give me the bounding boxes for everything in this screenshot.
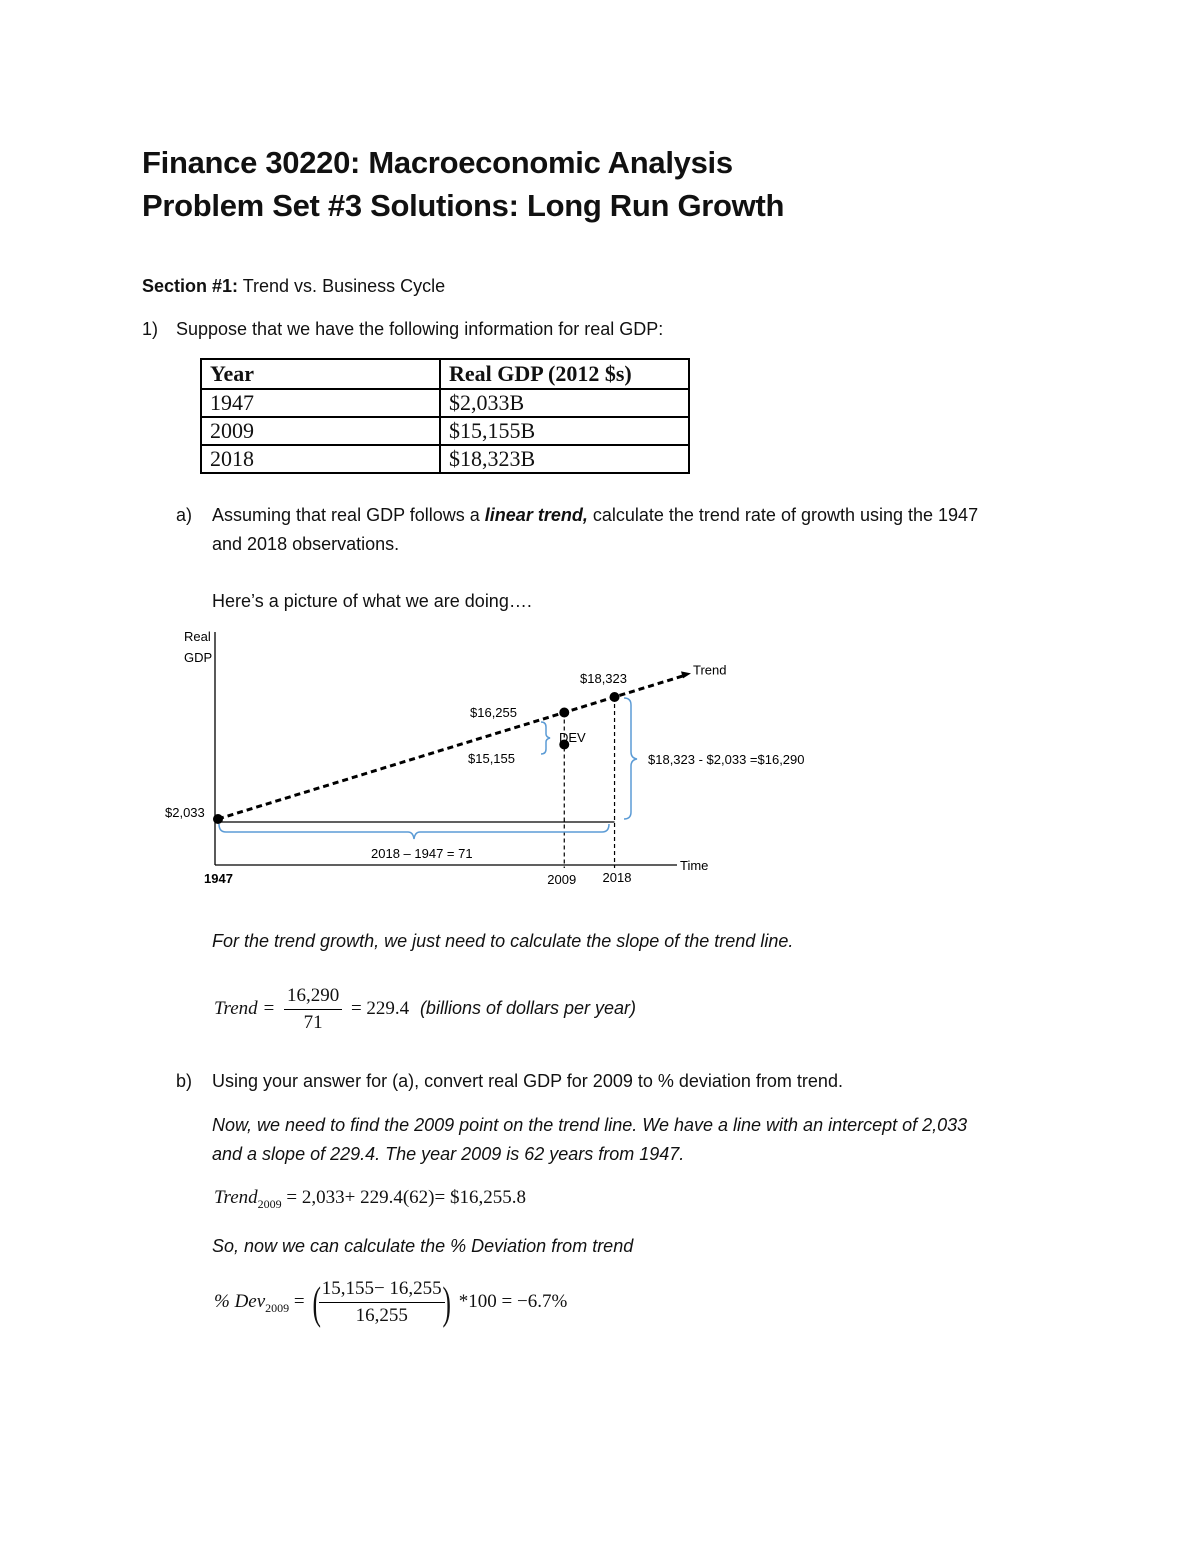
part-b-label: b)	[176, 1071, 193, 1091]
section-label: Section #1:	[142, 276, 239, 296]
y-axis-label-line1: Real	[184, 629, 211, 644]
x-tick-1947: 1947	[204, 871, 233, 886]
point-label-18323: $18,323	[580, 671, 627, 686]
page-title: Finance 30220: Macroeconomic Analysis	[142, 145, 733, 180]
run-brace	[219, 824, 609, 839]
run-label: 2018 – 1947 = 71	[371, 846, 473, 861]
dev-fraction	[319, 1278, 445, 1327]
question-number: 1)	[142, 319, 159, 339]
point-2018	[610, 692, 620, 702]
right-paren: )	[442, 1276, 451, 1328]
dev-lhs: % Dev	[214, 1290, 266, 1312]
part-a-label: a)	[176, 505, 193, 525]
dev-eq-sign: =	[293, 1290, 305, 1312]
left-paren: (	[312, 1276, 322, 1328]
trend-eq-lhs: Trend =	[214, 997, 276, 1019]
x-tick-2018: 2018	[602, 870, 632, 885]
trend-eq-numerator: 16,290	[284, 985, 342, 1010]
trend-eq-fraction	[284, 985, 342, 1034]
table-cell-year: 1947	[201, 389, 440, 417]
table-header-gdp: Real GDP (2012 $s)	[440, 359, 689, 389]
dev-brace	[541, 722, 550, 754]
part-a-text-before: Assuming that real GDP follows a	[212, 505, 485, 525]
table-cell-gdp: $2,033B	[440, 389, 689, 417]
table-header-year: Year	[201, 359, 440, 389]
trend-2009-rhs: = 2,033+ 229.4(62)= $16,255.8	[286, 1187, 526, 1208]
dev-denominator: 16,255	[355, 1305, 408, 1326]
rise-brace	[624, 698, 637, 819]
trend-eq-units: (billions of dollars per year)	[419, 997, 637, 1018]
point-label-2033: $2,033	[165, 805, 205, 820]
trend-eq-result: = 229.4	[350, 997, 410, 1019]
dev-subscript: 2009	[265, 1300, 290, 1315]
x-axis-label: Time	[680, 858, 709, 873]
page-subtitle: Problem Set #3 Solutions: Long Run Growth	[142, 188, 785, 223]
part-a-question-line2: and 2018 observations.	[212, 534, 400, 554]
table-cell-gdp: $15,155B	[440, 417, 689, 445]
table-cell-gdp: $18,323B	[440, 445, 689, 473]
trend-explanation: For the trend growth, we just need to calculate the slope of the trend line.	[212, 931, 794, 951]
part-b-explanation-line2: and a slope of 229.4. The year 2009 is 62 years from 1947.	[212, 1144, 685, 1164]
trend-eq-denominator: 71	[303, 1012, 323, 1033]
trend-equation	[214, 985, 636, 1034]
part-a-text-after: calculate the trend rate of growth using the 1947	[587, 505, 979, 525]
trend-2009-subscript: 2009	[257, 1197, 282, 1211]
dev-result: *100 = −6.7%	[458, 1290, 568, 1312]
rise-label: $18,323 - $2,033 =$16,290	[648, 752, 805, 767]
dev-numerator: 15,155− 16,255	[319, 1278, 445, 1303]
point-2009-trend	[559, 707, 569, 717]
table-cell-year: 2018	[201, 445, 440, 473]
x-tick-2009: 2009	[547, 872, 577, 887]
point-1947	[213, 814, 223, 824]
table-cell-year: 2009	[201, 417, 440, 445]
point-label-16255: $16,255	[470, 705, 517, 720]
dev-label: DEV	[559, 730, 586, 745]
y-axis-label-line2: GDP	[184, 650, 213, 665]
question-text: Suppose that we have the following information for real GDP:	[176, 319, 664, 339]
trend-2009-equation	[214, 1187, 526, 1212]
section-name: Trend vs. Business Cycle	[238, 276, 446, 296]
deviation-intro: So, now we can calculate the % Deviation from trend	[212, 1236, 634, 1256]
part-b-question: Using your answer for (a), convert real GDP for 2009 to % deviation from trend.	[212, 1071, 843, 1091]
picture-intro: Here’s a picture of what we are doing….	[212, 591, 532, 611]
trend-label: Trend	[693, 662, 727, 678]
deviation-equation	[214, 1278, 567, 1327]
point-label-15155: $15,155	[468, 751, 515, 766]
part-b-explanation-line1: Now, we need to find the 2009 point on the trend line. We have a line with an intercept of 2,033	[212, 1115, 968, 1135]
trend-2009-lhs: Trend	[214, 1187, 258, 1208]
part-a-emphasis: linear trend,	[484, 505, 588, 525]
